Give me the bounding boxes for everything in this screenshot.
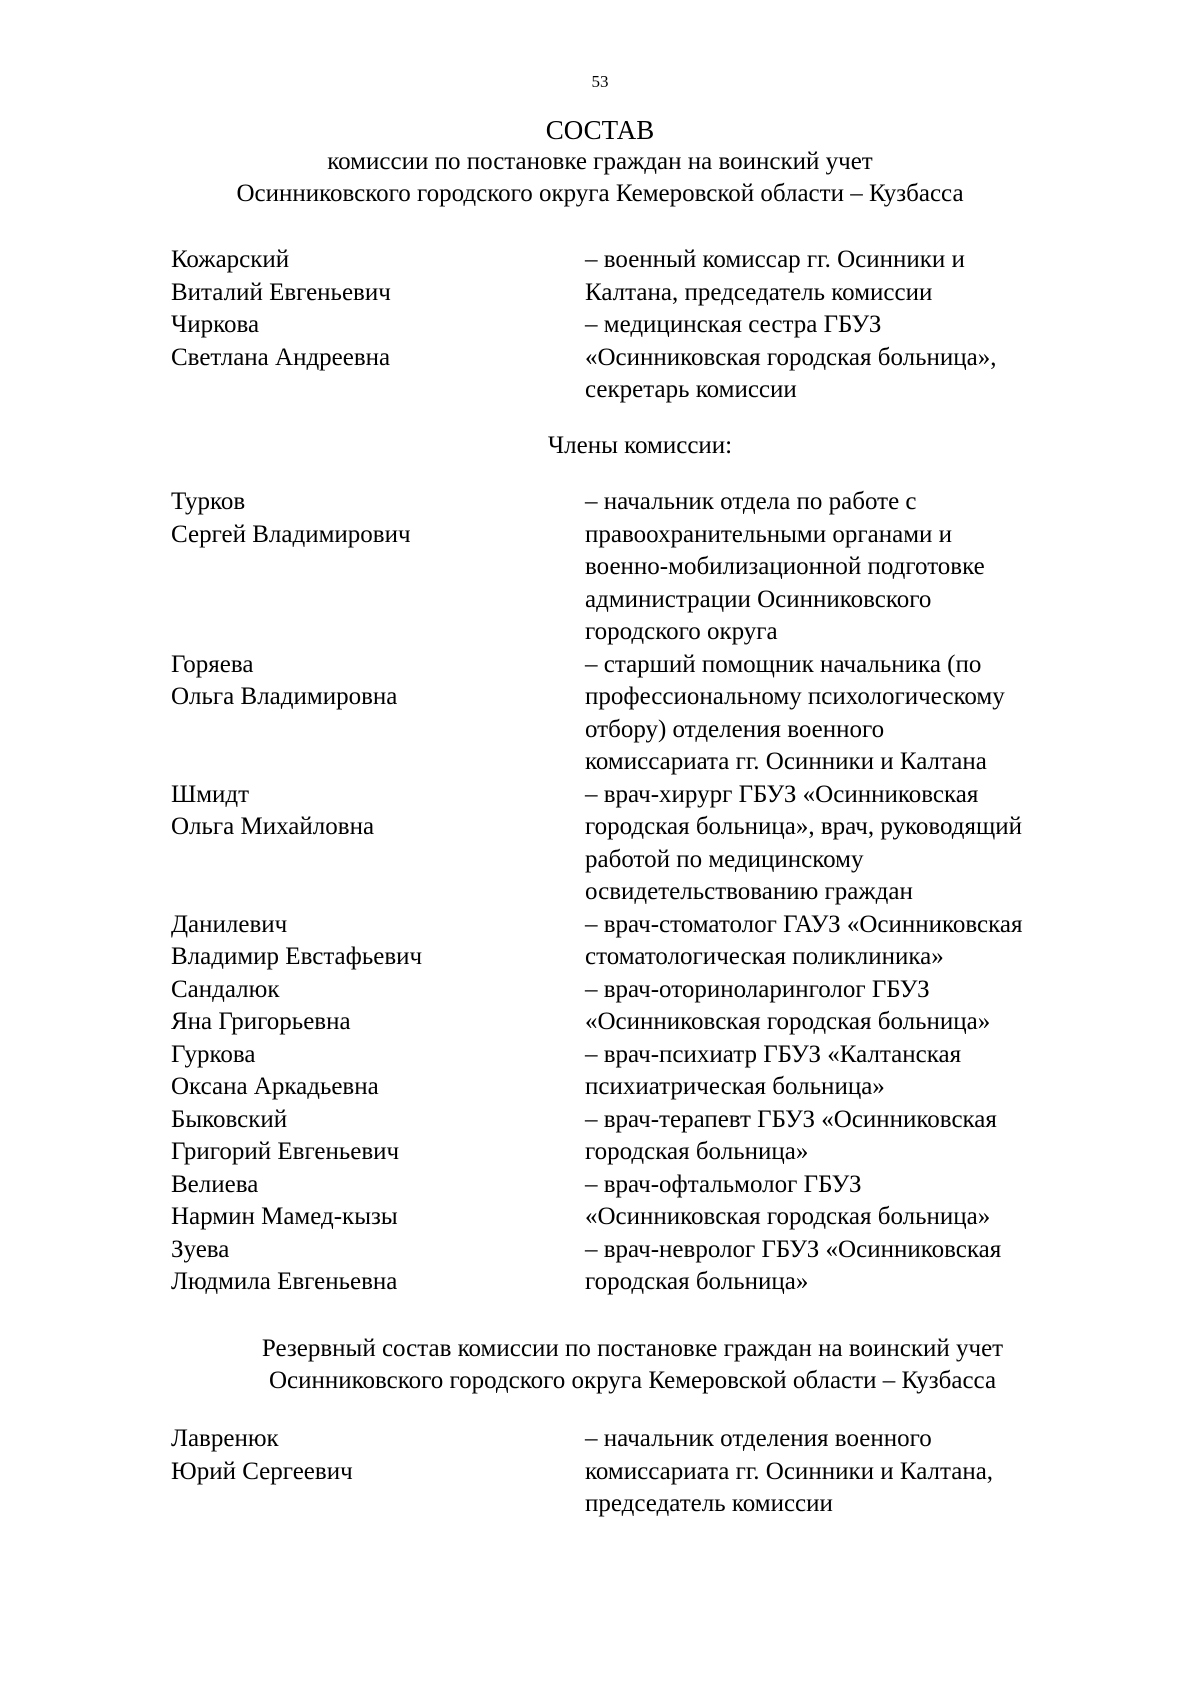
member-role: – врач-оториноларинголог ГБУЗ «Осинниковская городская больница» [585,975,991,1035]
member-role: – начальник отдела по работе с правоохранительными органами и военно-мобилизационной подготовке администрации Осинниковского городского округа [585,488,985,645]
member-role: – врач-психиатр ГБУЗ «Калтанская психиатрическая больница» [585,1040,962,1100]
leadership-list [0,244,1200,407]
member-role: – старший помощник начальника (по профессиональному психологическому отбору) отделения военного комиссариата гг. Осинники и Калтана [585,650,1005,775]
list-item [0,1104,1200,1169]
member-name: Велиева Нармин Мамед-кызы [171,1170,398,1230]
list-item [0,974,1200,1039]
list-item [0,779,1200,909]
member-role: – врач-стоматолог ГАУЗ «Осинниковская стоматологическая поликлиника» [585,910,1023,970]
member-name: Кожарский Виталий Евгеньевич [171,246,391,306]
member-name: Горяева Ольга Владимировна [171,650,398,710]
reserve-title-line-2: Осинниковского городского округа Кемеровской области – Кузбасса [268,1367,997,1394]
member-name: Лавренюк Юрий Сергеевич [171,1425,353,1485]
members-label: Члены комиссии: [547,432,733,459]
member-role: – медицинская сестра ГБУЗ «Осинниковская городская больница», секретарь комиссии [585,311,997,403]
members-list [0,486,1200,1299]
member-name: Шмидт Ольга Михайловна [171,780,375,840]
member-role: – врач-хирург ГБУЗ «Осинниковская городская больница», врач, руководящий работой по медицинскому освидетельствованию граждан [585,780,1022,905]
title-heading: СОСТАВ [545,115,655,145]
member-name: Гуркова Оксана Аркадьевна [171,1040,379,1100]
member-name: Быковский Григорий Евгеньевич [171,1105,400,1165]
list-item [0,244,1200,309]
title-line-2: Осинниковского городского округа Кемеровской области – Кузбасса [236,180,964,207]
reserve-title-line-1: Резервный состав комиссии по постановке граждан на воинский учет [261,1335,1004,1362]
list-item [0,649,1200,779]
list-item [0,486,1200,649]
list-item [0,1039,1200,1104]
member-name: Данилевич Владимир Евстафьевич [171,910,423,970]
member-role: – врач-невролог ГБУЗ «Осинниковская городская больница» [585,1235,1002,1295]
list-item [0,1169,1200,1234]
reserve-list [0,1423,1200,1521]
reserve-title [0,1333,1200,1397]
member-name: Турков Сергей Владимирович [171,488,411,548]
list-item [0,909,1200,974]
member-role: – начальник отделения военного комиссариата гг. Осинники и Калтана, председатель комиссии [585,1425,994,1517]
list-item [0,1234,1200,1299]
title-line-1: комиссии по постановке граждан на воинский учет [327,148,873,175]
page-number: 53 [591,72,609,91]
member-name: Зуева Людмила Евгеньевна [171,1235,398,1295]
member-role: – военный комиссар гг. Осинники и Калтана, председатель комиссии [585,246,965,306]
member-name: Сандалюк Яна Григорьевна [171,975,351,1035]
member-name: Чиркова Светлана Андреевна [171,311,391,371]
member-role: – врач-терапевт ГБУЗ «Осинниковская городская больница» [585,1105,997,1165]
member-role: – врач-офтальмолог ГБУЗ «Осинниковская городская больница» [585,1170,991,1230]
list-item [0,1423,1200,1521]
list-item [0,309,1200,407]
document-title [0,114,1200,210]
